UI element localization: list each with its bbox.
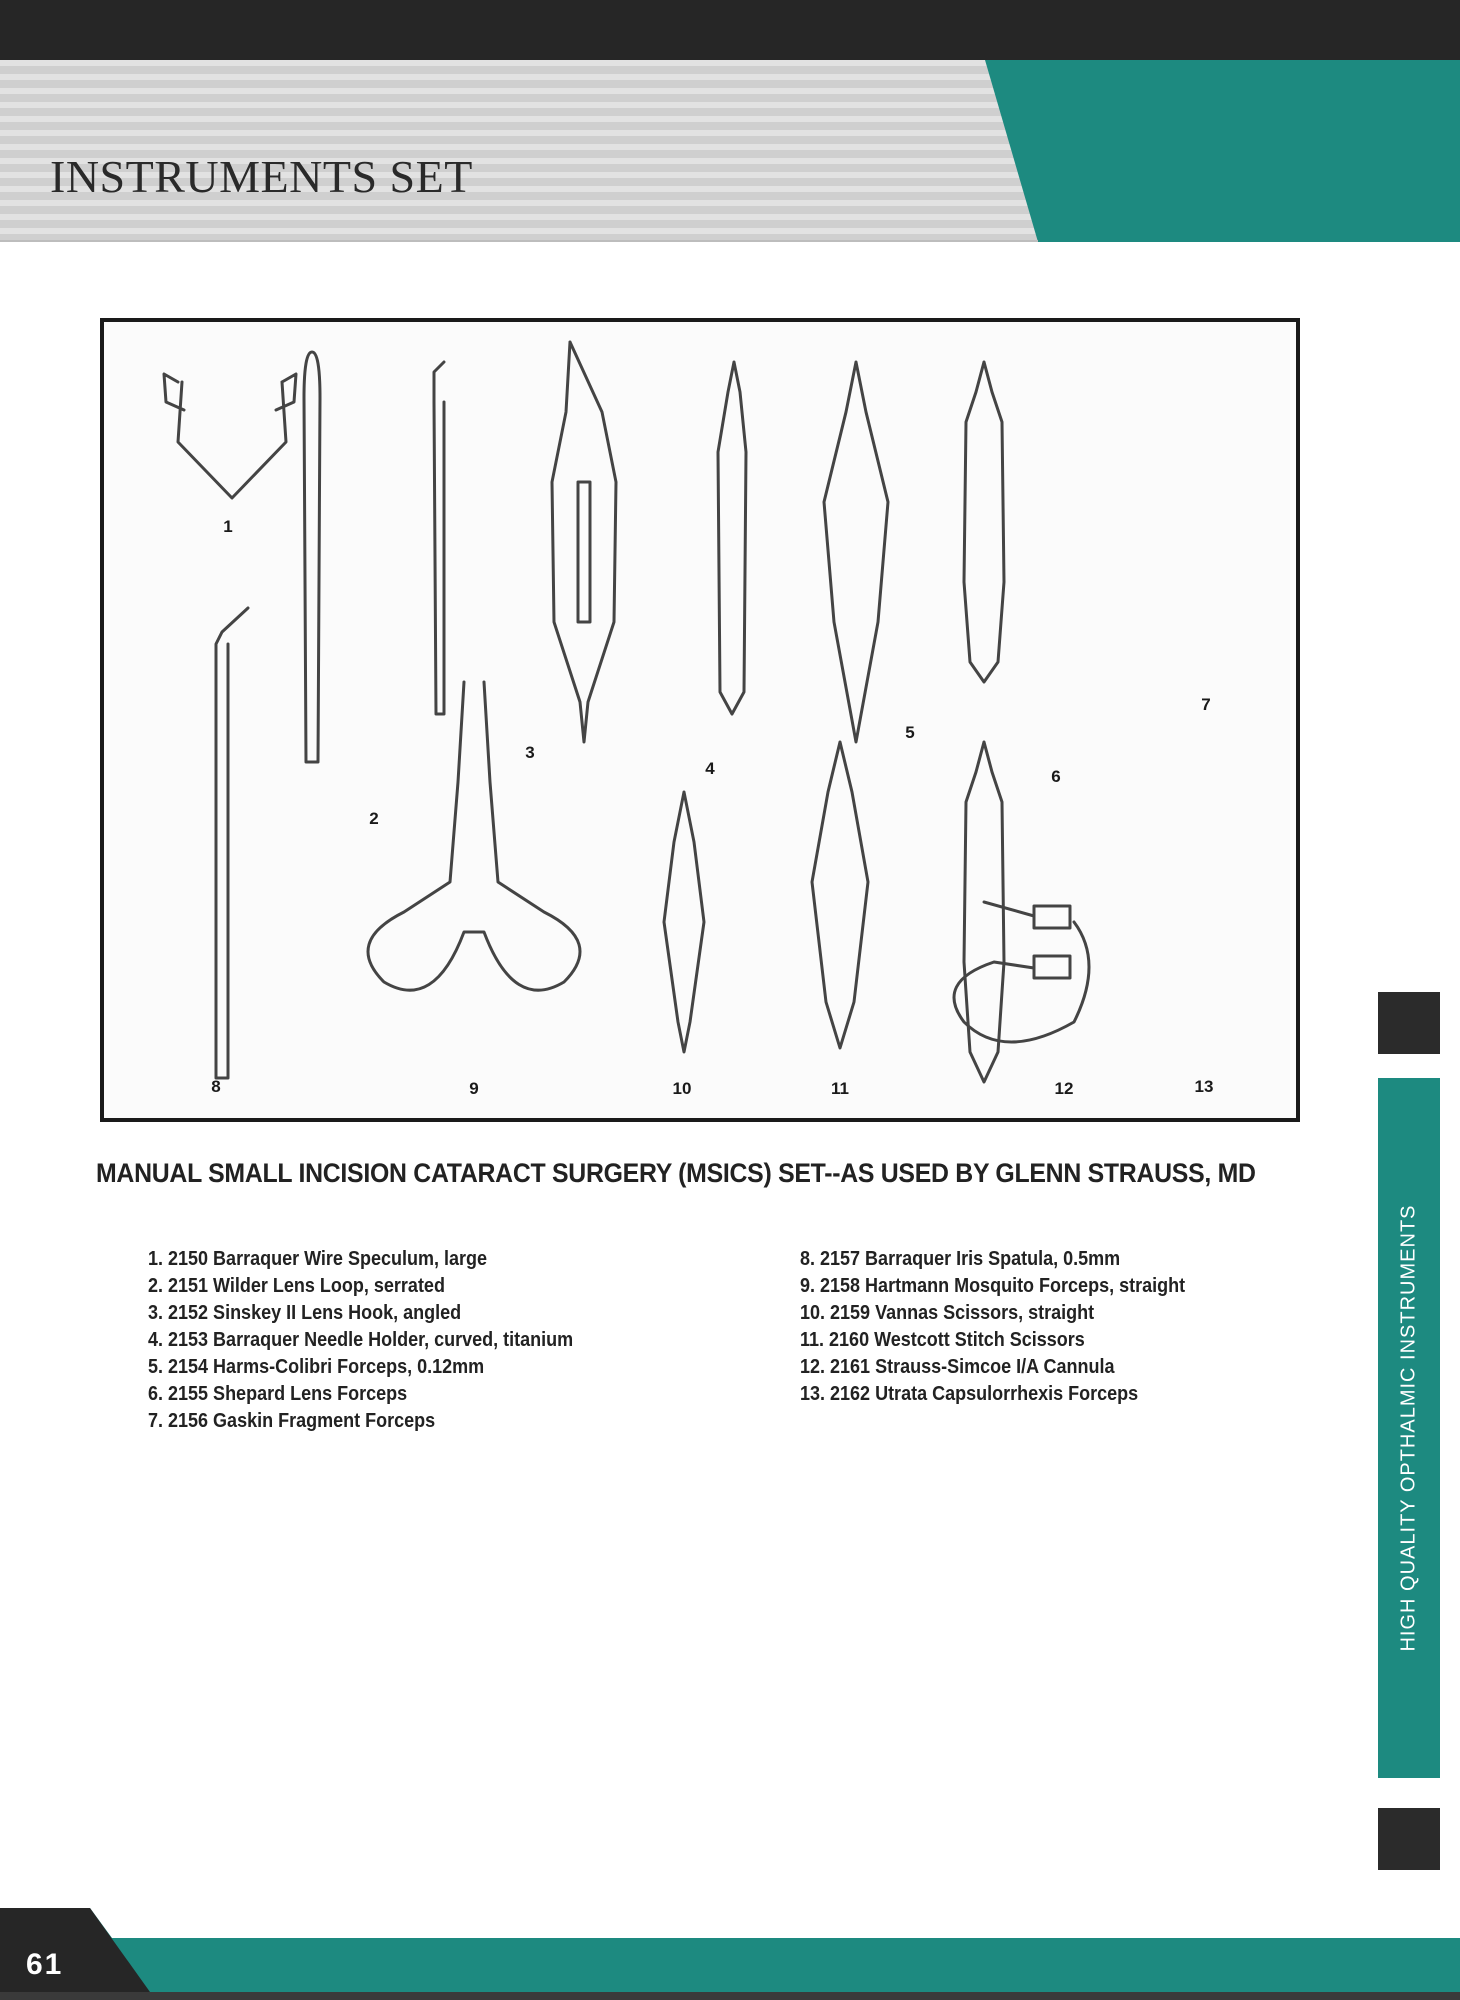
ia-cannula-drawing <box>954 902 1089 1042</box>
figure-label-10: 10 <box>672 1079 692 1098</box>
list-item: 5. 2154 Harms-Colibri Forceps, 0.12mm <box>148 1356 485 1378</box>
figure-label-12: 12 <box>1054 1079 1074 1098</box>
list-item: 2. 2151 Wilder Lens Loop, serrated <box>148 1275 445 1297</box>
list-item: 4. 2153 Barraquer Needle Holder, curved, titanium <box>148 1329 574 1351</box>
figure-label-5: 5 <box>905 723 915 742</box>
list-item: 3. 2152 Sinskey II Lens Hook, angled <box>148 1302 462 1324</box>
speculum-drawing <box>164 374 296 498</box>
list-item: 13. 2162 Utrata Capsulorrhexis Forceps <box>800 1383 1139 1405</box>
shepard-forceps-drawing <box>824 362 888 742</box>
iris-spatula-drawing <box>216 608 248 1078</box>
figure-label-3: 3 <box>525 743 535 762</box>
figure-label-4: 4 <box>705 759 715 778</box>
harms-colibri-forceps-drawing <box>718 362 746 714</box>
list-item: 7. 2156 Gaskin Fragment Forceps <box>148 1410 436 1432</box>
side-square-top <box>1378 992 1440 1054</box>
vannas-scissors-drawing <box>664 792 704 1052</box>
needle-holder-drawing <box>552 342 616 742</box>
page-title: INSTRUMENTS SET <box>50 151 473 202</box>
gaskin-forceps-drawing <box>964 362 1004 682</box>
list-item: 8. 2157 Barraquer Iris Spatula, 0.5mm <box>800 1248 1121 1270</box>
top-dark-strip <box>0 0 1460 60</box>
list-item: 1. 2150 Barraquer Wire Speculum, large <box>148 1248 487 1270</box>
instrument-figure <box>100 318 1300 1122</box>
figure-label-7: 7 <box>1201 695 1211 714</box>
figure-label-13: 13 <box>1194 1077 1214 1096</box>
list-item: 11. 2160 Westcott Stitch Scissors <box>800 1329 1085 1351</box>
instrument-list-right <box>800 1246 1185 1408</box>
figure-label-2: 2 <box>369 809 379 828</box>
utrata-forceps-drawing <box>964 742 1004 1082</box>
figure-label-8: 8 <box>211 1077 221 1096</box>
instrument-list-left <box>148 1246 573 1435</box>
list-item: 12. 2161 Strauss-Simcoe I/A Cannula <box>800 1356 1115 1378</box>
lens-loop-drawing <box>304 352 320 762</box>
set-heading: MANUAL SMALL INCISION CATARACT SURGERY (MSICS) SET--AS USED BY GLENN STRAUSS, MD <box>96 1158 1256 1188</box>
instrument-drawings <box>104 322 1296 1118</box>
figure-label-9: 9 <box>469 1079 479 1098</box>
mosquito-forceps-drawing <box>368 682 580 990</box>
figure-label-6: 6 <box>1051 767 1061 786</box>
page-number: 61 <box>26 1948 64 1981</box>
lens-hook-drawing <box>434 362 444 714</box>
figure-label-1: 1 <box>223 517 233 536</box>
figure-label-11: 11 <box>831 1079 849 1098</box>
header-accent-wedge <box>985 60 1460 242</box>
footer-bar <box>0 1908 1460 2000</box>
list-item: 10. 2159 Vannas Scissors, straight <box>800 1302 1095 1324</box>
side-tab-label: HIGH QUALITY OPTHALMIC INSTRUMENTS <box>1397 1204 1420 1652</box>
list-item: 6. 2155 Shepard Lens Forceps <box>148 1383 408 1405</box>
side-square-bottom <box>1378 1808 1440 1870</box>
list-item: 9. 2158 Hartmann Mosquito Forceps, straight <box>800 1275 1186 1297</box>
westcott-scissors-drawing <box>812 742 868 1048</box>
